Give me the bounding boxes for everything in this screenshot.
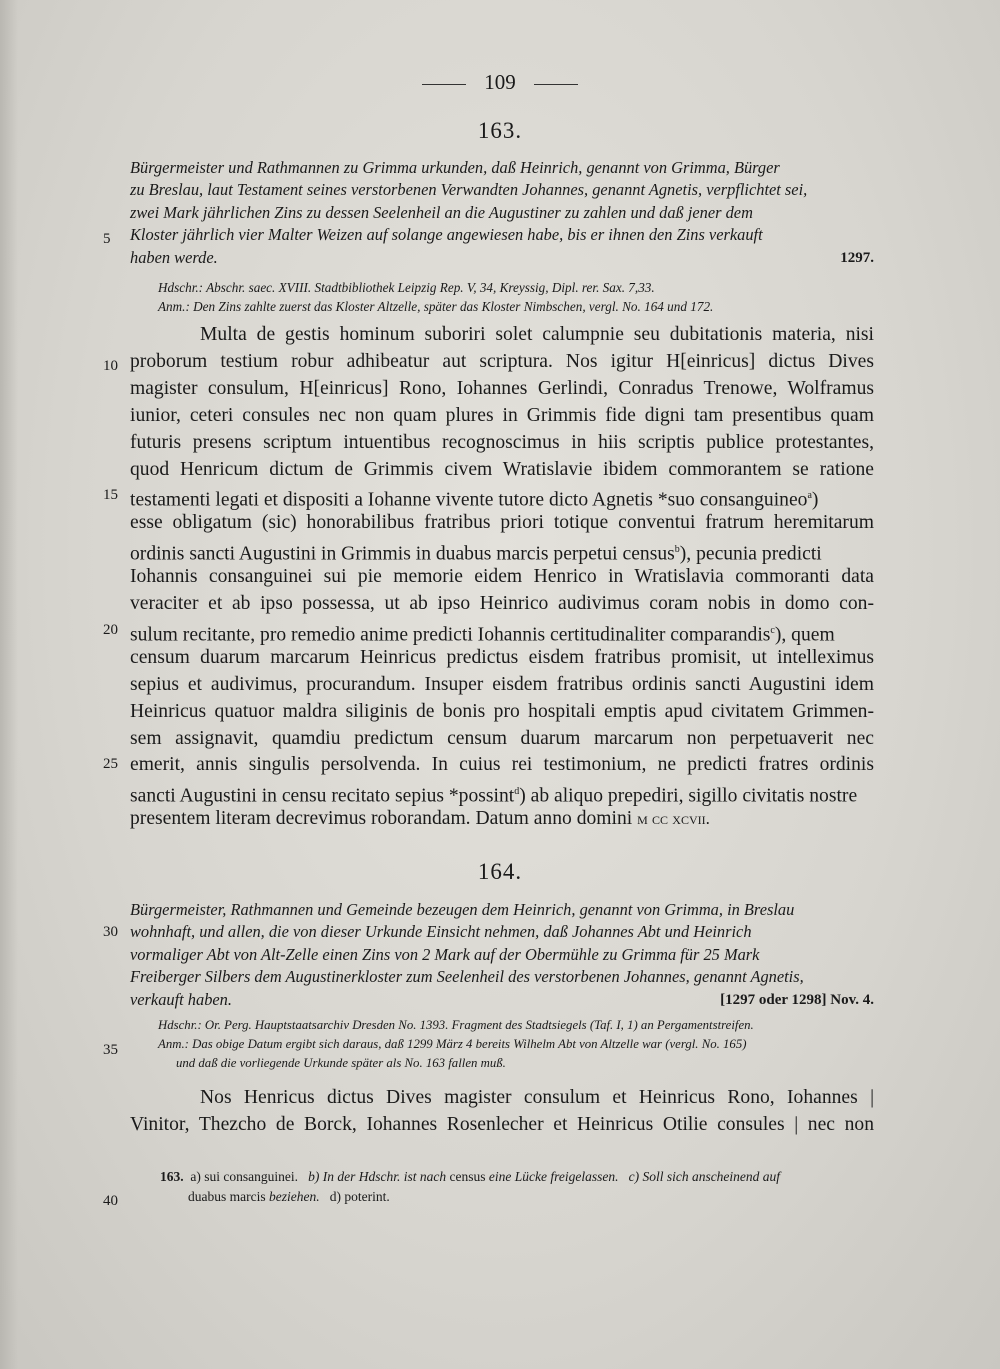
footnote-c: c) Soll sich anscheinend auf — [628, 1169, 781, 1184]
text-163-line-18-tail: ) ab aliquo prepediri, sigillo civitatis nostre — [519, 785, 858, 807]
page-edge-shadow — [0, 0, 18, 1369]
text-163-line-16: sem assignavit, quamdiu predictum censum duarum marcarum non perpetuaverit nec — [130, 727, 874, 749]
line-number-20: 20 — [103, 622, 118, 638]
header-rule-left — [422, 84, 466, 85]
text-164-line-1: Nos Henricus dictus Dives magister consulum et Heinricus Rono, Iohannes | — [200, 1087, 874, 1108]
note-163-anm: Anm.: Den Zins zahlte zuerst das Kloster Altzelle, später das Kloster Nimbschen, vergl. No. 164 und 172. — [158, 299, 714, 314]
text-163-line-18-main: sancti Augustini in censu recitato sepius *possint — [130, 785, 515, 807]
text-163-line-19-main: presentem literam decrevimus roborandam. Datum anno domini — [130, 808, 633, 830]
footnote-c-cont-a: duabus marcis — [188, 1189, 266, 1204]
regest-163-line-5: haben werde. — [130, 247, 218, 267]
regest-163-line-3: zwei Mark jährlichen Zins zu dessen Seelenheil an die Augustiner zu zahlen und daß jener dem — [130, 202, 753, 222]
text-163-line-1: Multa de gestis hominum suboriri solet calumpnie seu dubitationis materia, nisi — [200, 324, 874, 345]
footnote-a: a) sui consanguinei. — [190, 1169, 298, 1184]
footnotes — [160, 1167, 874, 1207]
footnote-d: d) poterint. — [329, 1189, 390, 1204]
line-number-35: 35 — [103, 1042, 118, 1058]
text-163-line-11: veraciter et ab ipso possessa, ut ab ipso Heinrico audivimus coram nobis in domo con- — [130, 593, 874, 614]
footnote-b-word: census — [449, 1169, 486, 1184]
regest-163-line-2: zu Breslau, laut Testament seines verstorbenen Verwandten Johannes, genannt Agnetis, verpflichtet sei, — [130, 180, 808, 200]
doc-163-text — [130, 322, 874, 842]
footnote-b-pre: b) In der Hdschr. ist nach — [308, 1169, 447, 1184]
footnote-doc-ref: 163. — [160, 1169, 184, 1184]
page-header — [0, 70, 1000, 95]
doc-164-text — [130, 1085, 874, 1145]
text-163-line-17: emerit, annis singulis persolvenda. In cuius rei testimonium, ne predicti fratres ordinis — [130, 754, 874, 776]
doc-163-notes — [158, 278, 874, 316]
line-number-25: 25 — [103, 756, 118, 772]
text-163-line-6: quod Henricum dictum de Grimmis civem Wratislavie ibidem commorantem se ratione — [130, 458, 874, 480]
text-163-line-13: censum duarum marcarum Heinricus predictus eisdem fratribus promisit, ut intelleximus — [130, 646, 874, 668]
text-163-line-4: iunior, ceteri consules nec non quam plures in Grimmis fide digni tam presentibus quam — [130, 404, 874, 426]
text-163-line-10: Iohannis consanguinei sui pie memorie eidem Henrico in Wratislavia commoranti data — [130, 566, 874, 588]
text-163-line-15: Heinricus quatuor maldra siliginis de bonis pro hospitali emptis apud civitatem Grimmen- — [130, 700, 874, 722]
line-number-10: 10 — [103, 358, 118, 374]
text-163-line-14: sepius et audivimus, procurandum. Insuper eisdem fratribus ordinis sancti Augustini idem — [130, 673, 874, 695]
year-roman: m cc xcvii. — [637, 809, 710, 829]
text-163-line-12-tail: ), quem — [774, 624, 835, 646]
text-163-line-9-tail: ), pecunia predicti — [679, 543, 822, 565]
regest-163-line-4: Kloster jährlich vier Malter Weizen auf solange angewiesen habe, bis er ihnen den Zins verkauft — [130, 225, 763, 245]
text-163-line-19 — [130, 806, 874, 833]
regest-164-line-3: vormaliger Abt von Alt-Zelle einen Zins von 2 Mark auf der Obermühle zu Grimma für 25 Mark — [130, 944, 760, 964]
regest-164-line-5: verkauft haben. — [130, 989, 232, 1009]
regest-164-line-2: wohnhaft, und allen, die von dieser Urkunde Einsicht nehmen, daß Johannes Abt und Heinrich — [130, 922, 752, 942]
note-164-hdschr: Hdschr.: Or. Perg. Hauptstaatsarchiv Dresden No. 1393. Fragment des Stadtsiegels (Taf. I, 1) an Pergamentstreifen. — [158, 1018, 754, 1032]
doc-164-regest — [130, 899, 874, 1011]
footnote-c-cont-b: beziehen. — [268, 1189, 320, 1204]
page-number: 109 — [484, 70, 516, 94]
text-163-line-5: futuris presens scriptum intuentibus recognoscimus in hiis scriptis publice protestantes, — [130, 431, 874, 453]
doc-164-notes — [158, 1016, 874, 1073]
doc-163-regest — [130, 157, 874, 269]
line-number-30: 30 — [103, 924, 118, 940]
text-163-line-2: proborum testium robur adhibeatur aut scriptura. Nos igitur H[einricus] dictus Dives — [130, 350, 874, 372]
footnote-line-1 — [160, 1167, 874, 1187]
text-163-line-3: magister consulum, H[einricus] Rono, Iohannes Gerlindi, Conradus Trenowe, Wolframus — [130, 377, 874, 399]
text-163-line-7-main: testamenti legati et dispositi a Iohanne vivente tutore dicto Agnetis *suo consanguineo — [130, 489, 808, 511]
line-number-15: 15 — [103, 487, 118, 503]
doc-163-date: 1297. — [840, 249, 874, 266]
text-164-line-2: Vinitor, Thezcho de Borck, Iohannes Rosenlecher et Heinricus Otilie consules | nec non — [130, 1113, 874, 1135]
note-164-anm-cont: und daß die vorliegende Urkunde später als No. 163 fallen muß. — [176, 1056, 506, 1070]
line-number-40: 40 — [103, 1193, 118, 1209]
text-163-line-7-tail: ) — [811, 489, 819, 511]
footnote-ref-d: d — [514, 786, 520, 798]
note-163-hdschr: Hdschr.: Abschr. saec. XVIII. Stadtbibliothek Leipzig Rep. V, 34, Kreyssig, Dipl. rer. Sax. 7,33. — [158, 280, 655, 295]
doc-164-number: 164. — [477, 859, 523, 884]
text-163-line-9-main: ordinis sancti Augustini in Grimmis in duabus marcis perpetui census — [130, 543, 675, 565]
footnote-ref-c: c — [770, 624, 775, 636]
doc-164-date: [1297 oder 1298] Nov. 4. — [720, 991, 874, 1008]
regest-163-line-1: Bürgermeister und Rathmannen zu Grimma urkunden, daß Heinrich, genannt von Grimma, Bürger — [130, 158, 780, 177]
footnote-line-2 — [160, 1187, 874, 1207]
doc-163-number: 163. — [477, 118, 523, 143]
footnote-ref-b: b — [674, 544, 680, 556]
footnote-ref-a: a — [807, 490, 812, 502]
text-163-line-8: esse obligatum (sic) honorabilibus fratribus priori totique conventui fratrum heremitarum — [130, 512, 874, 534]
header-rule-right — [534, 84, 578, 85]
text-163-line-12-main: sulum recitante, pro remedio anime predicti Iohannis certitudinaliter comparandis — [130, 624, 771, 646]
regest-164-line-4: Freiberger Silbers dem Augustinerkloster zum Seelenheil des verstorbenen Johannes, genannt Agnetis, — [130, 967, 804, 987]
line-number-5: 5 — [103, 231, 111, 247]
note-164-anm: Anm.: Das obige Datum ergibt sich daraus, daß 1299 März 4 bereits Wilhelm Abt von Altzelle war (vergl. No. 165) — [158, 1037, 747, 1051]
regest-164-line-1: Bürgermeister, Rathmannen und Gemeinde bezeugen dem Heinrich, genannt von Grimma, in Breslau — [130, 900, 795, 919]
footnote-b-post: eine Lücke freigelassen. — [488, 1169, 619, 1184]
